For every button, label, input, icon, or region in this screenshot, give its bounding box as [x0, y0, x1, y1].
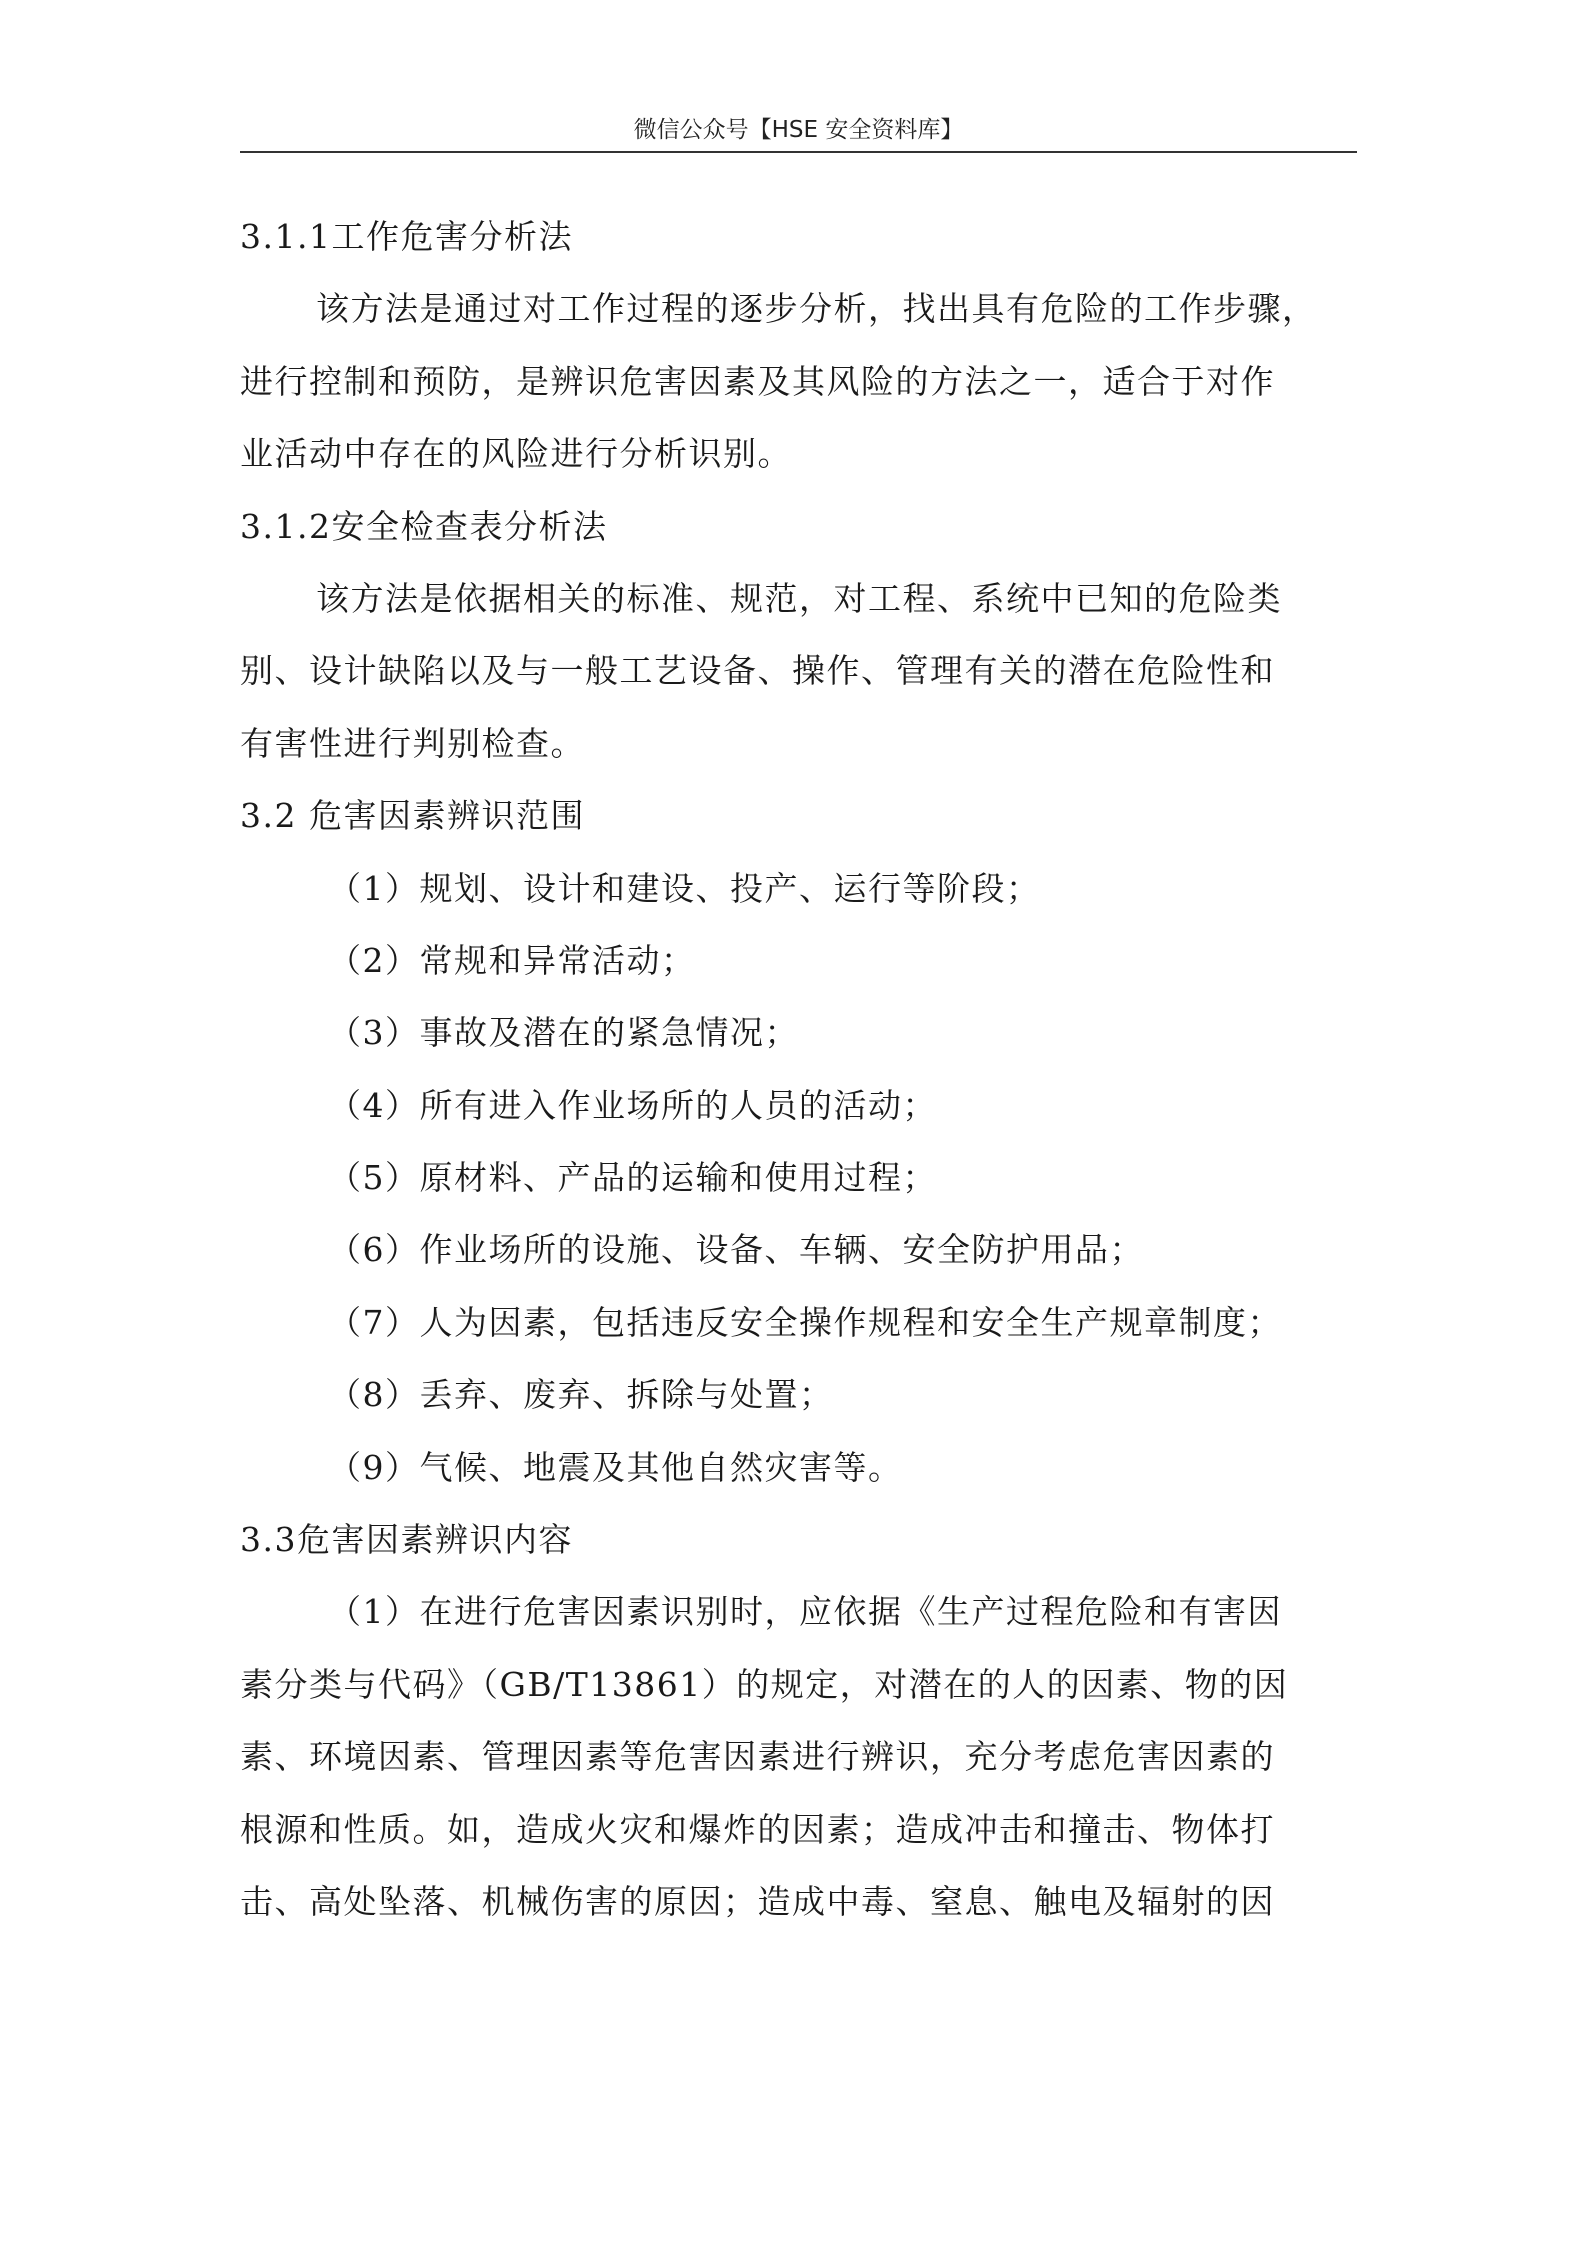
text-line: 素分类与代码》（GB/T13861）的规定，对潜在的人的因素、物的因	[240, 1664, 1289, 1704]
page-header: 微信公众号【HSE 安全资料库】	[633, 117, 964, 143]
document-body	[240, 201, 1370, 1938]
text-line: 进行控制和预防，是辨识危害因素及其风险的方法之一，适合于对作	[240, 361, 1275, 401]
text-line: 击、高处坠落、机械伤害的原因；造成中毒、窒息、触电及辐射的因	[240, 1881, 1275, 1921]
section-heading: 3.1.2安全检查表分析法	[240, 506, 608, 546]
text-line: 业活动中存在的风险进行分析识别。	[240, 434, 792, 474]
text-line: 有害性进行判别检查。	[240, 723, 585, 763]
text-line: （8）丢弃、废弃、拆除与处置；	[328, 1375, 834, 1415]
text-line: 素、环境因素、管理因素等危害因素进行辨识，充分考虑危害因素的	[240, 1737, 1275, 1777]
text-line: （6）作业场所的设施、设备、车辆、安全防护用品；	[328, 1230, 1144, 1270]
text-line: 该方法是通过对工作过程的逐步分析，找出具有危险的工作步骤，	[316, 289, 1317, 329]
text-line: （4）所有进入作业场所的人员的活动；	[328, 1085, 937, 1125]
text-line: （9）气候、地震及其他自然灾害等。	[328, 1447, 903, 1487]
text-line: （5）原材料、产品的运输和使用过程；	[328, 1158, 937, 1198]
text-line: （3）事故及潜在的紧急情况；	[328, 1013, 799, 1053]
text-line: 根源和性质。如，造成火灾和爆炸的因素；造成冲击和撞击、物体打	[240, 1809, 1275, 1849]
section-heading: 3.2 危害因素辨识范围	[240, 796, 585, 836]
section-heading: 3.3危害因素辨识内容	[240, 1520, 573, 1560]
text-line: （7）人为因素，包括违反安全操作规程和安全生产规章制度；	[328, 1302, 1282, 1342]
text-line: （1）在进行危害因素识别时，应依据《生产过程危险和有害因	[328, 1592, 1282, 1632]
text-line: 该方法是依据相关的标准、规范，对工程、系统中已知的危险类	[316, 578, 1282, 618]
text-line: 别、设计缺陷以及与一般工艺设备、操作、管理有关的潜在危险性和	[240, 651, 1275, 691]
text-line: （1）规划、设计和建设、投产、运行等阶段；	[328, 868, 1041, 908]
text-line: （2）常规和异常活动；	[328, 940, 696, 980]
header-divider	[240, 151, 1357, 153]
section-heading: 3.1.1工作危害分析法	[240, 217, 573, 256]
